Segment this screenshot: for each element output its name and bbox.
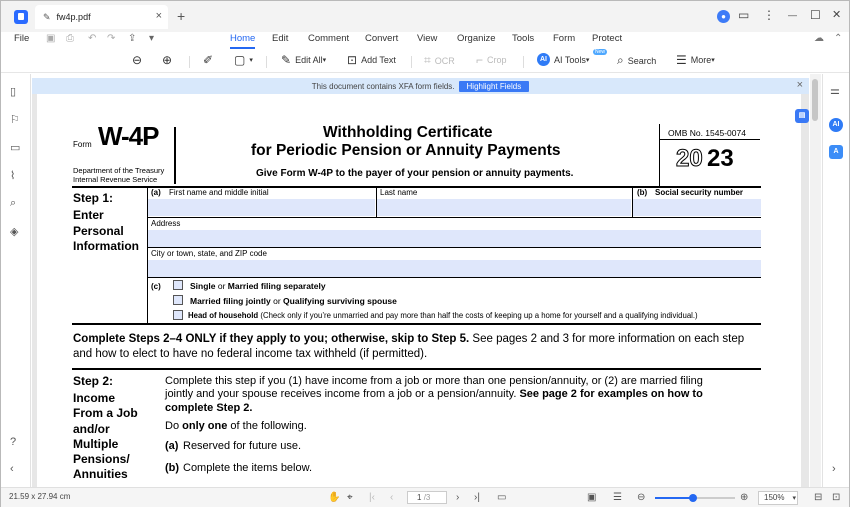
field-address-label: Address xyxy=(151,219,181,228)
ribbon-toolbar xyxy=(1,49,849,73)
highlight-fields-button[interactable]: Highlight Fields xyxy=(459,81,530,92)
last-page-icon[interactable]: ›| xyxy=(474,492,480,503)
app-logo-icon xyxy=(14,10,28,24)
fullscreen-icon[interactable]: ⊡ xyxy=(832,492,841,503)
customize-icon[interactable]: ▾ xyxy=(149,33,155,44)
menu-tools[interactable]: Tools xyxy=(512,33,535,44)
maximize-button[interactable]: ☐ xyxy=(810,8,821,22)
department-line-2: Internal Revenue Service xyxy=(73,175,158,184)
share-icon[interactable]: ⇪ xyxy=(128,33,137,44)
status-zoom-in-icon[interactable]: ⊕ xyxy=(740,492,749,503)
step2-b-text: Complete the items below. xyxy=(183,462,313,474)
filing-option-1: Single or Married filing separately xyxy=(190,281,326,291)
pages-icon[interactable]: ▯ xyxy=(10,86,17,98)
form-subtitle: Give Form W-4P to the payer of your pension or annuity payments. xyxy=(256,168,574,179)
head-of-household-checkbox[interactable] xyxy=(173,310,183,320)
xfa-notice-text: This document contains XFA form fields. xyxy=(311,81,455,91)
collapse-left-icon[interactable]: ‹ xyxy=(10,463,14,475)
menu-edit[interactable]: Edit xyxy=(272,33,289,44)
step2-a-text: Reserved for future use. xyxy=(183,440,302,452)
shape-button[interactable]: ▢ ▾ xyxy=(234,53,253,67)
new-tab-button[interactable]: + xyxy=(177,8,186,24)
ocr-button[interactable] xyxy=(424,53,455,68)
row-rule xyxy=(147,217,761,218)
bookmark-icon[interactable]: ⚐ xyxy=(10,114,20,126)
field-divider xyxy=(376,187,377,217)
zoom-slider[interactable] xyxy=(655,497,735,499)
more-label: More xyxy=(690,55,712,65)
tax-year-outline: 20 xyxy=(676,145,703,172)
text-box-icon: ⊡ xyxy=(347,53,358,67)
form-label: Form xyxy=(73,140,92,149)
close-window-button[interactable]: ✕ xyxy=(832,9,842,21)
field-c-letter: (c) xyxy=(151,282,161,291)
collapse-right-icon[interactable]: › xyxy=(832,463,836,475)
scroll-mode-icon[interactable]: ☰ xyxy=(613,492,622,503)
rectangle-icon: ▢ xyxy=(234,53,246,67)
zoom-level: 150% xyxy=(764,493,785,502)
xfa-notice-bar xyxy=(32,78,809,94)
translate-icon[interactable]: A xyxy=(829,145,843,159)
pdf-page xyxy=(37,94,801,487)
right-sidebar xyxy=(822,74,849,487)
edit-all-label: Edit All xyxy=(295,55,323,65)
toolbar-divider xyxy=(523,56,524,68)
menu-home[interactable]: Home xyxy=(230,33,256,44)
field-a-letter: (a) xyxy=(151,188,161,197)
undo-icon[interactable]: ↶ xyxy=(88,33,97,44)
menu-organize[interactable]: Organize xyxy=(457,33,496,44)
hand-tool-icon[interactable]: ✋ xyxy=(328,492,341,503)
add-text-button[interactable] xyxy=(347,53,396,67)
tab-title: fw4p.pdf xyxy=(56,12,91,22)
step2-sub-5: Pensions/ xyxy=(73,452,130,466)
document-viewer xyxy=(32,74,809,487)
step1-sub-3: Information xyxy=(73,239,139,253)
step1-bottom-rule xyxy=(72,323,761,325)
notice-close-icon[interactable]: × xyxy=(796,79,803,91)
menu-view[interactable]: View xyxy=(417,33,438,44)
fit-width-icon[interactable]: ⊟ xyxy=(814,492,823,503)
step1-title: Step 1: xyxy=(73,191,114,205)
zoom-slider-knob[interactable] xyxy=(689,494,697,502)
field-last-name-label: Last name xyxy=(380,188,418,197)
prev-page-icon[interactable]: ‹ xyxy=(390,492,394,503)
zoom-out-button[interactable] xyxy=(132,53,146,67)
help-icon[interactable]: ? xyxy=(10,436,17,448)
zoom-level-select[interactable]: 150% ▾ xyxy=(758,491,798,505)
step2-sub-3: and/or xyxy=(73,422,110,436)
step2-a-letter: (a) xyxy=(165,440,179,452)
layers-icon[interactable]: ◈ xyxy=(10,226,19,238)
title-bar xyxy=(1,1,849,32)
highlighter-icon: ✐ xyxy=(203,53,214,67)
ai-tools-button[interactable]: AI AI Tools ▾ xyxy=(537,53,589,66)
toolbar-divider xyxy=(266,56,267,68)
tab-close-icon[interactable]: × xyxy=(155,10,162,22)
step1-sub-2: Personal xyxy=(73,224,124,238)
form-title-line-2: for Periodic Pension or Annuity Payments xyxy=(251,142,561,159)
field-city-label: City or town, state, and ZIP code xyxy=(151,249,267,258)
more-options-icon[interactable]: ⋮ xyxy=(763,8,775,22)
total-pages: /3 xyxy=(423,493,431,502)
step2-sub-2: From a Job xyxy=(73,406,138,420)
message-icon[interactable]: ▭ xyxy=(738,8,750,22)
crop-button[interactable] xyxy=(476,53,507,67)
select-tool-icon[interactable]: ⌖ xyxy=(347,492,353,503)
new-badge: New xyxy=(595,49,606,55)
zoom-slider-fill xyxy=(655,497,693,499)
field-first-name-label: First name and middle initial xyxy=(169,188,269,197)
ai-tools-label: AI Tools xyxy=(554,54,586,65)
header-divider-right xyxy=(659,124,660,187)
search-icon: ⌕ xyxy=(617,53,624,67)
menu-bar xyxy=(1,32,849,49)
toolbar-divider xyxy=(411,56,412,68)
menu-file[interactable]: File xyxy=(14,33,30,44)
edit-pen-icon: ✎ xyxy=(43,11,51,22)
omb-number: OMB No. 1545-0074 xyxy=(668,128,746,138)
crop-label: Crop xyxy=(487,55,507,65)
city-state-zip-input[interactable] xyxy=(148,260,761,277)
page-number-input[interactable] xyxy=(407,491,447,504)
menu-convert[interactable]: Convert xyxy=(365,33,399,44)
document-tab[interactable] xyxy=(35,5,168,29)
vertical-scrollbar[interactable] xyxy=(810,74,821,487)
step2-do-one: Do only one of the following. xyxy=(165,420,307,432)
last-name-input[interactable] xyxy=(377,199,631,216)
crop-icon: ⌐ xyxy=(476,53,484,67)
step2-paragraph-2: jointly and your spouse receives income from a job or a pension/annuity. See page 2 for examples on how to xyxy=(165,388,703,400)
status-zoom-out-icon[interactable]: ⊖ xyxy=(637,492,646,503)
menu-form[interactable]: Form xyxy=(553,33,576,44)
more-button[interactable]: ☰ More ▾ xyxy=(676,53,715,67)
step2-sub-1: Income xyxy=(73,391,116,405)
step2-b-letter: (b) xyxy=(165,462,180,474)
step2-sub-6: Annuities xyxy=(73,467,128,481)
search-panel-icon[interactable]: ⌕ xyxy=(10,197,17,209)
comment-icon[interactable]: ▭ xyxy=(10,142,21,154)
first-name-input[interactable] xyxy=(148,199,375,216)
address-input[interactable] xyxy=(148,230,761,247)
step2-sub-4: Multiple xyxy=(73,437,119,451)
page-layout-icon[interactable]: ▣ xyxy=(587,492,597,503)
zoom-out-icon: ⊖ xyxy=(132,53,143,67)
pdf-canvas xyxy=(32,94,809,487)
omb-divider xyxy=(659,139,760,140)
form-fields-panel-icon[interactable]: ▤ xyxy=(795,109,809,123)
ocr-icon: ⌗ xyxy=(424,53,431,67)
menu-comment[interactable]: Comment xyxy=(308,33,350,44)
married-jointly-checkbox[interactable] xyxy=(173,295,183,305)
filing-option-2: Married filing jointly or Qualifying surviving spouse xyxy=(190,296,397,306)
user-avatar-icon[interactable]: ● xyxy=(717,10,730,23)
step2-top-rule xyxy=(72,368,761,370)
field-b-letter: (b) xyxy=(637,188,648,197)
hamburger-icon: ☰ xyxy=(676,53,687,67)
next-page-icon[interactable]: › xyxy=(456,492,460,503)
field-ssn-label: Social security number xyxy=(655,188,744,197)
edit-all-button[interactable]: ✎ Edit All ▾ xyxy=(281,53,327,67)
scrollbar-thumb[interactable] xyxy=(812,79,818,121)
minimize-button[interactable]: — xyxy=(788,10,797,20)
redo-icon[interactable]: ↷ xyxy=(107,33,116,44)
ocr-label: OCR xyxy=(434,55,455,66)
save-icon[interactable]: ▣ xyxy=(46,33,56,44)
ai-icon: AI xyxy=(537,53,550,66)
field-divider xyxy=(632,187,633,217)
step2-title: Step 2: xyxy=(73,374,114,388)
collapse-ribbon-icon[interactable]: ⌃ xyxy=(834,33,843,44)
current-page: 1 xyxy=(417,493,422,502)
form-number: W-4P xyxy=(98,121,159,151)
search-label: Search xyxy=(627,55,657,66)
print-icon[interactable]: ⎙ xyxy=(66,33,74,44)
highlight-button[interactable] xyxy=(203,53,217,67)
zoom-in-button[interactable] xyxy=(162,53,176,67)
instructions-line-1: Complete Steps 2–4 ONLY if they apply to you; otherwise, skip to Step 5. See pages 2 and 3 for more information on each step xyxy=(73,333,745,345)
cloud-upload-icon[interactable]: ☁ xyxy=(814,33,824,44)
step2-paragraph-1: Complete this step if you (1) have income from a job or more than one pension/annuity, or (2) are married filing xyxy=(165,375,703,387)
attachment-icon[interactable]: ⌇ xyxy=(10,170,16,182)
menu-protect[interactable]: Protect xyxy=(592,33,623,44)
add-text-label: Add Text xyxy=(361,55,396,65)
form-title-line-1: Withholding Certificate xyxy=(323,124,493,141)
page-size-label: 21.59 x 27.94 cm xyxy=(9,492,71,501)
single-checkbox[interactable] xyxy=(173,280,183,290)
ai-assistant-icon[interactable]: AI xyxy=(829,118,843,132)
left-sidebar xyxy=(1,74,31,487)
edit-icon: ✎ xyxy=(281,53,292,67)
single-page-view-icon[interactable]: ▭ xyxy=(497,492,507,503)
department-line-1: Department of the Treasury xyxy=(73,166,165,175)
properties-sliders-icon[interactable]: ⚌ xyxy=(830,85,840,97)
tax-year-solid: 23 xyxy=(707,145,734,172)
header-divider-left xyxy=(174,127,176,184)
step1-sub-1: Enter xyxy=(73,208,104,222)
ssn-input[interactable] xyxy=(633,199,761,216)
row-rule xyxy=(147,277,761,278)
row-rule xyxy=(147,247,761,248)
search-button[interactable] xyxy=(617,53,656,68)
first-page-icon[interactable]: |‹ xyxy=(369,492,375,503)
filing-option-3: Head of household (Check only if you’re unmarried and pay more than half the costs of keeping up a home for yourself and a qualifying individual.) xyxy=(188,311,698,320)
toolbar-divider xyxy=(189,56,190,68)
zoom-in-icon: ⊕ xyxy=(162,53,173,67)
step2-paragraph-3: complete Step 2. xyxy=(165,402,253,414)
status-bar xyxy=(1,487,849,507)
instructions-line-2: and how to elect to have no federal income tax withheld (if permitted). xyxy=(73,348,428,360)
